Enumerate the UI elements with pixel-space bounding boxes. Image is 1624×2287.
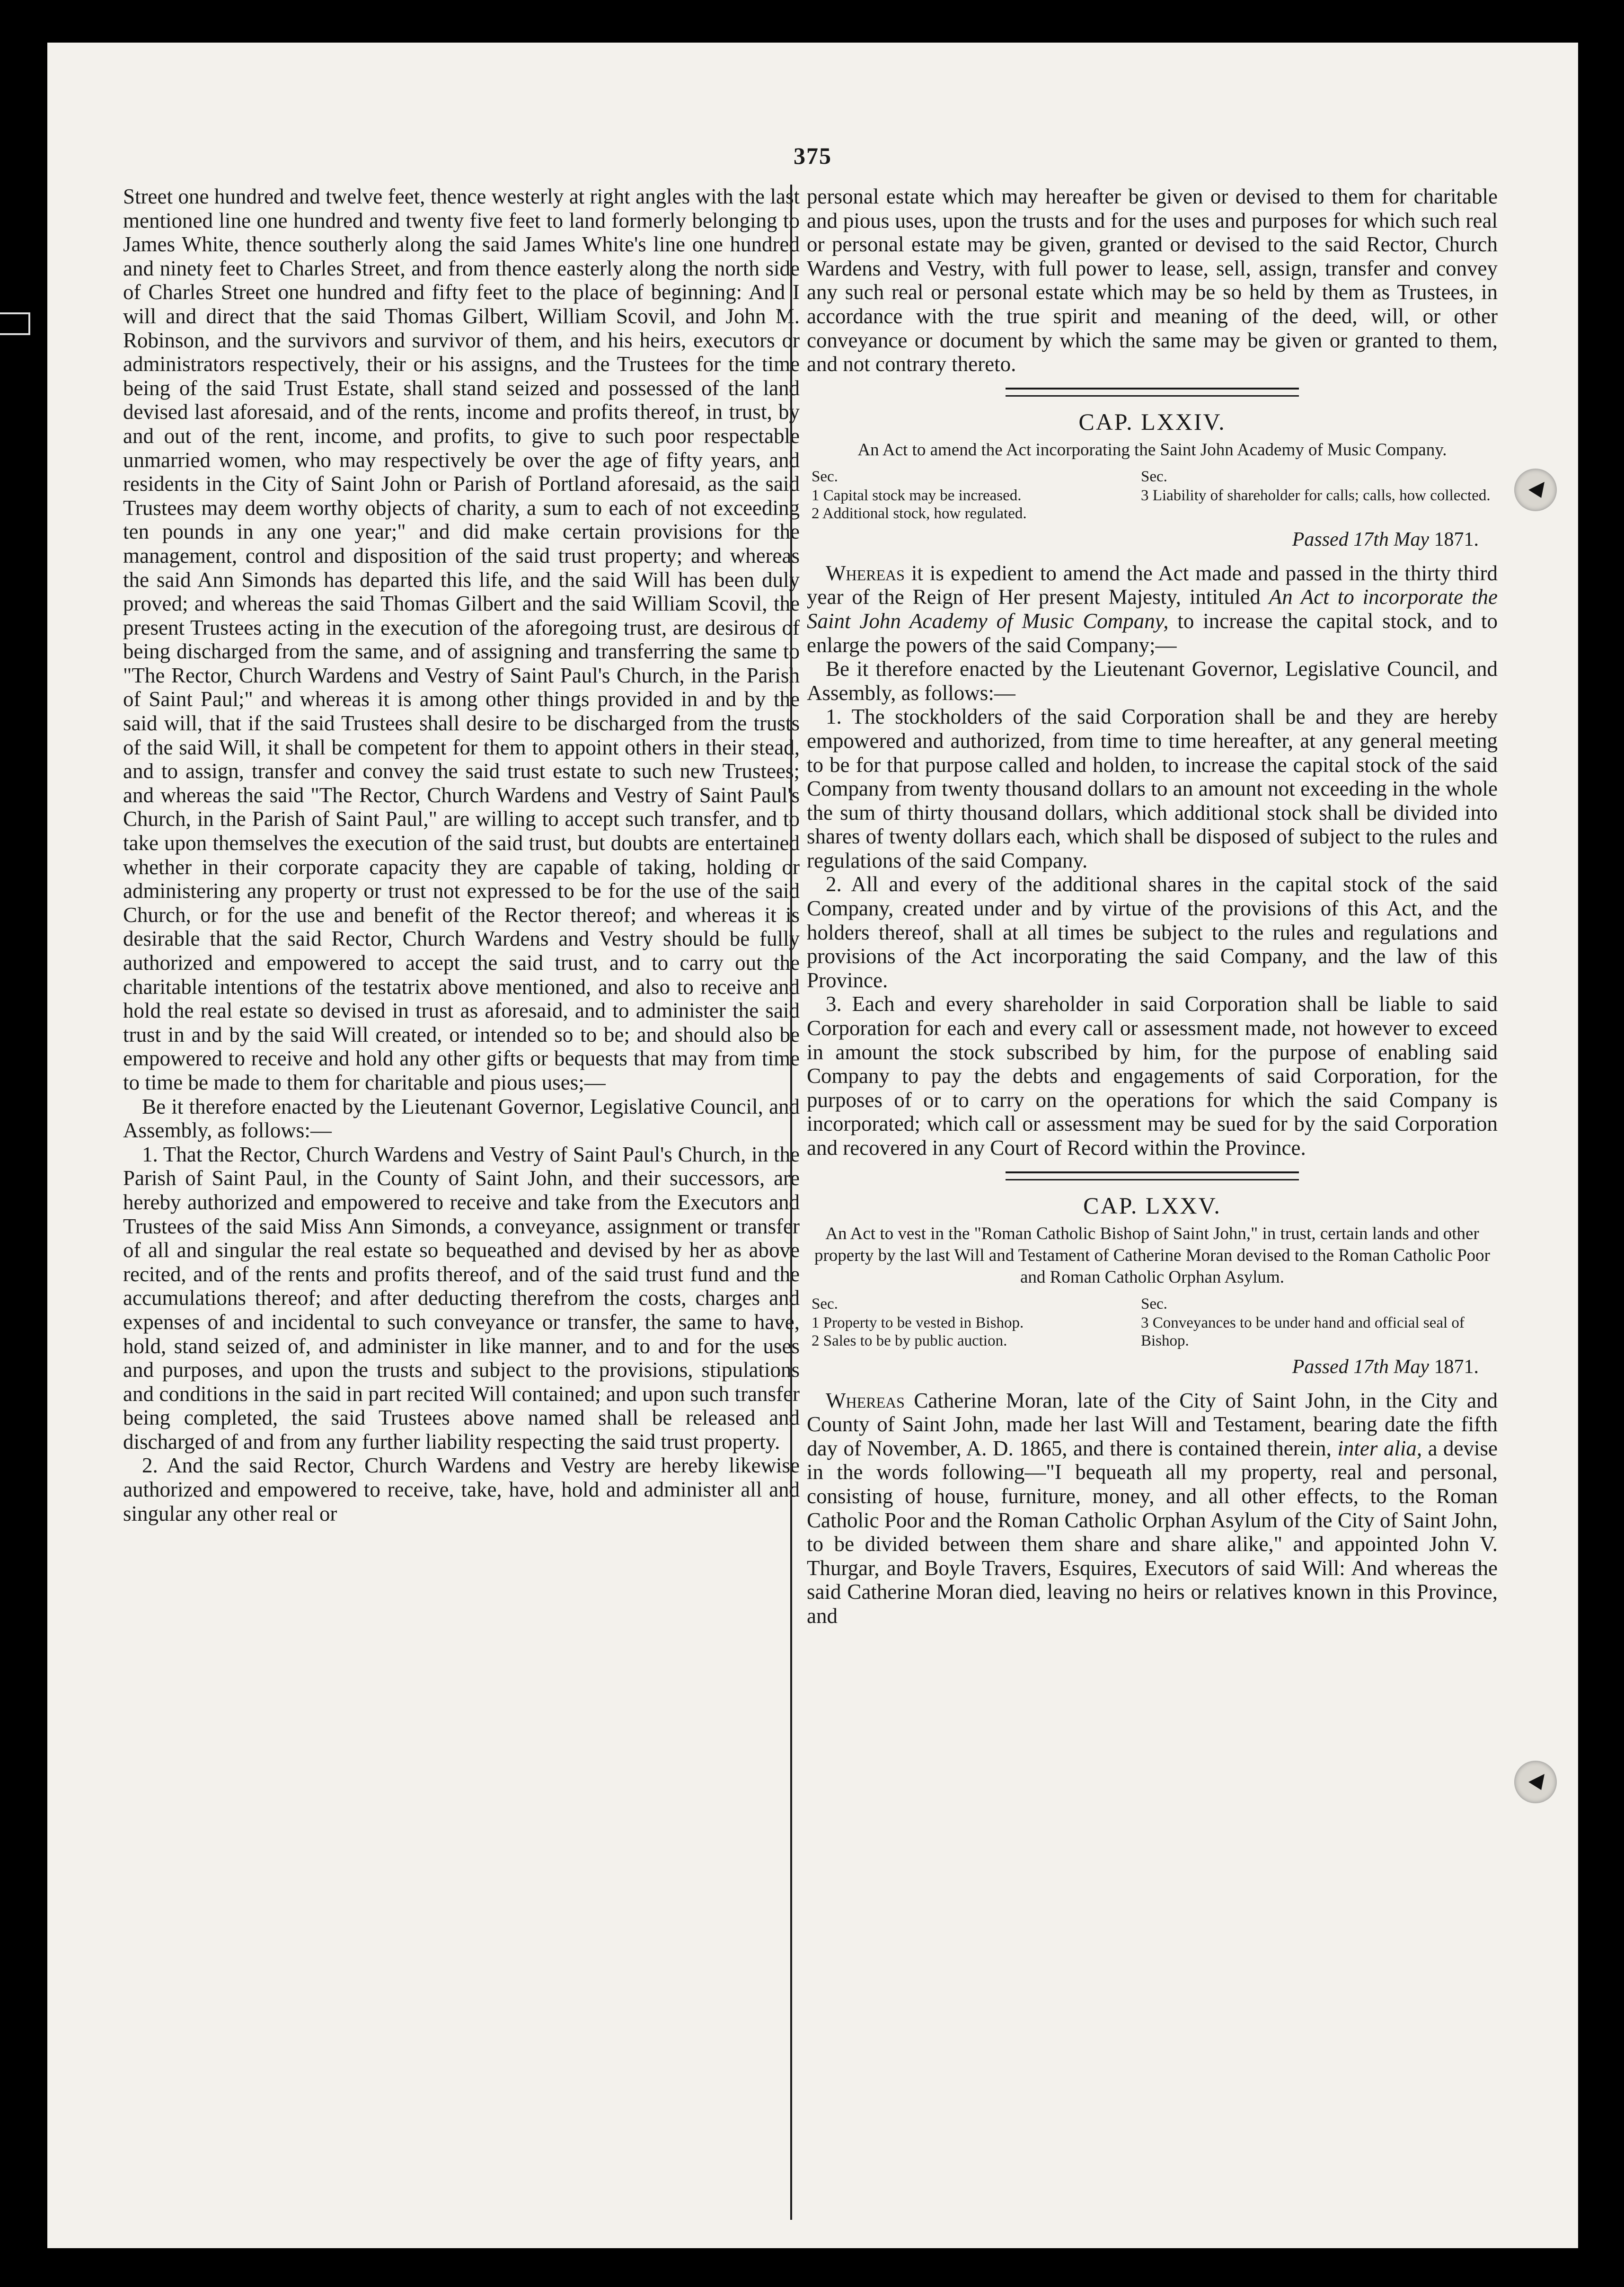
- punch-hole-mark: [1514, 469, 1557, 511]
- document-page: [47, 43, 1578, 2248]
- sec-item: 2 Additional stock, how regulated.: [812, 505, 1027, 522]
- paragraph: personal estate which may hereafter be given or devised to them for charitable and pious uses, upon the trusts and for the uses and purposes for which such real or personal estate may be given, granted or devised to the said Rector, Church Wardens and Vestry, with full power to lease, sell, assign, transfer and convey any such real or personal estate which may be so held by them as Trustees, in accordance with the true spirit and meaning of the deed, will, or other conveyance or document by which the same may be given or granted to them, and not contrary thereto.: [807, 185, 1498, 376]
- right-column: [807, 185, 1498, 1628]
- chapter-heading: CAP. LXXIV.: [1078, 408, 1226, 435]
- paragraph: Whereas it is expedient to amend the Act made and passed in the thirty third year of the Reign of Her present Majesty, intituled An Act to incorporate the Saint John Academy of Music Company, to increase the capital stock, and to enlarge the powers of the said Company;—: [807, 561, 1498, 657]
- paragraph: 1. That the Rector, Church Wardens and Vestry of Saint Paul's Church, in the Parish of Saint Paul, in the County of Saint John, and their successors, are hereby authorized and empowered to receive and take from the Executors and Trustees of the said Miss Ann Simonds, a conveyance, assignment or transfer of all and singular the real estate so bequeathed and devised by her as above recited, and of the rents and profits thereof, and of the said trust fund and the accumulations thereof; and after deducting therefrom the costs, charges and expenses of and incidental to such conveyance or transfer, the same to have, hold, stand seized of, and administer in like manner, and to and for the uses and purposes, and upon the trusts and subject to the provisions, stipulations and conditions in the said in part recited Will contained; and upon such transfer being completed, the said Trustees above named shall be released and discharged of and from any further liability respecting the said trust property.: [123, 1142, 800, 1454]
- sec-item: 1 Capital stock may be increased.: [812, 487, 1022, 504]
- sec-item: 3 Conveyances to be under hand and official seal of Bishop.: [1141, 1314, 1465, 1349]
- passed-date: Passed 17th May 1871.: [1292, 1356, 1479, 1378]
- left-column: [123, 185, 800, 1525]
- act-title: An Act to amend the Act incorporating the Saint John Academy of Music Company.: [857, 440, 1447, 460]
- scan-edge-mark: [0, 312, 30, 335]
- paragraph: Be it therefore enacted by the Lieutenant Governor, Legislative Council, and Assembly, as follows:—: [123, 1094, 800, 1143]
- paragraph: 1. The stockholders of the said Corporation shall be and they are hereby empowered and authorized, from time to time hereafter, at any general meeting to be for that purpose called and holden, to increase the capital stock of the said Company from twenty thousand dollars to an amount not exceeding in the whole the sum of thirty thousand dollars, which additional stock shall be divided into shares of twenty dollars each, which shall be disposed of subject to the rules and regulations of the said Company.: [807, 705, 1498, 872]
- section-rule: [1006, 388, 1299, 397]
- paragraph: 2. All and every of the additional shares in the capital stock of the said Company, created under and by virtue of the provisions of this Act, and the holders thereof, shall at all times be subject to the rules and regulations and provisions of the Act incorporating the said Company, and the law of this Province.: [807, 872, 1498, 992]
- sec-item: 3 Liability of shareholder for calls; calls, how collected.: [1141, 487, 1491, 504]
- section-summary: [807, 468, 1498, 523]
- passed-date: Passed 17th May 1871.: [1292, 528, 1479, 550]
- sec-item: 2 Sales to be by public auction.: [812, 1332, 1007, 1349]
- paragraph: Be it therefore enacted by the Lieutenant Governor, Legislative Council, and Assembly, as follows:—: [807, 657, 1498, 705]
- paragraph: Street one hundred and twelve feet, thence westerly at right angles with the last mentioned line one hundred and twenty five feet to land formerly belonging to James White, thence southerly along the said James White's line one hundred and ninety feet to Charles Street, and from thence easterly along the north side of Charles Street one hundred and fifty feet to the place of beginning: And I will and direct that the said Thomas Gilbert, William Scovil, and John M. Robinson, and the survivors and survivor of them, and his heirs, executors or administrators respectively, their or his assigns, and the Trustees for the time being of the said Trust Estate, shall stand seized and possessed of the land devised last aforesaid, and of the rents, income and profits thereof, in trust, by and out of the rent, income, and profits, to give to such poor respectable unmarried women, who may respectively be over the age of fifty years, and residents in the City of Saint John or Parish of Portland aforesaid, as the said Trustees may deem worthy objects of charity, a sum to each of not exceeding ten pounds in any one year;" and did make certain provisions for the management, control and disposition of the said trust property; and whereas the said Ann Simonds has departed this life, and the said Will has been duly proved; and whereas the said Thomas Gilbert and the said William Scovil, the present Trustees acting in the execution of the aforegoing trust, are desirous of being discharged from the same, and of assigning and transferring the same to "The Rector, Church Wardens and Vestry of Saint Paul's Church, in the Parish of Saint Paul;" and whereas it is among other things provided in and by the said will, that if the said Trustees shall desire to be discharged from the trusts of the said Will, it shall be competent for them to appoint others in their stead, and to assign, transfer and convey the said trust estate to such new Trustees; and whereas the said "The Rector, Church Wardens and Vestry of Saint Paul's Church, in the Parish of Saint Paul," are willing to accept such transfer, and to take upon themselves the execution of the said trust, but doubts are entertained whether in their corporate capacity they are capable of taking, holding or administering any property or trust not expressed to be for the use of the said Church, or for the use and benefit of the Rector thereof; and whereas it is desirable that the said Rector, Church Wardens and Vestry should be fully authorized and empowered to accept the said trust, and to carry out the charitable intentions of the testatrix above mentioned, and also to receive and hold the real estate so devised in trust as aforesaid, and to administer the said trust in and by the said Will created, or intended so to be; and should also be empowered to receive and hold any other gifts or bequests that may from time to time be made to them for charitable and pious uses;—: [123, 185, 800, 1094]
- sec-label: Sec.: [1141, 1295, 1167, 1312]
- paragraph: 3. Each and every shareholder in said Corporation shall be liable to said Corporation for each and every call or assessment made, not however to exceed in amount the stock subscribed by him, for the purpose of enabling said Company to pay the debts and engagements of said Corporation, for the purposes of or to carry on the operations for which the said Company is incorporated; which call or assessment may be sued for by the said Corporation and recovered in any Court of Record within the Province.: [807, 992, 1498, 1160]
- punch-hole-mark: [1514, 1761, 1557, 1803]
- sec-label: Sec.: [1141, 468, 1167, 485]
- sec-item: 1 Property to be vested in Bishop.: [812, 1314, 1024, 1331]
- chapter-heading: CAP. LXXV.: [1083, 1192, 1221, 1219]
- sec-label: Sec.: [812, 468, 838, 485]
- act-title: An Act to vest in the "Roman Catholic Bishop of Saint John," in trust, certain lands and other property by the last Will and Testament of Catherine Moran devised to the Roman Catholic Poor and Roman Catholic Orphan Asylum.: [814, 1223, 1490, 1287]
- section-rule: [1006, 1171, 1299, 1180]
- sec-label: Sec.: [812, 1295, 838, 1312]
- section-summary: [807, 1295, 1498, 1350]
- paragraph: Whereas Catherine Moran, late of the City of Saint John, in the City and County of Saint John, made her last Will and Testament, bearing date the fifth day of November, A. D. 1865, and there is contained therein, inter alia, a devise in the words following—"I bequeath all my property, real and personal, consisting of house, furniture, money, and all other effects, to the Roman Catholic Poor and the Roman Catholic Orphan Asylum of the City of Saint John, to be divided between them share and share alike," and appointed John V. Thurgar, and Boyle Travers, Esquires, Executors of said Will: And whereas the said Catherine Moran died, leaving no heirs or relatives known in this Province, and: [807, 1388, 1498, 1628]
- page-number: 375: [794, 142, 832, 169]
- paragraph: 2. And the said Rector, Church Wardens and Vestry are hereby likewise authorized and empowered to receive, take, have, hold and administer all and singular any other real or: [123, 1454, 800, 1525]
